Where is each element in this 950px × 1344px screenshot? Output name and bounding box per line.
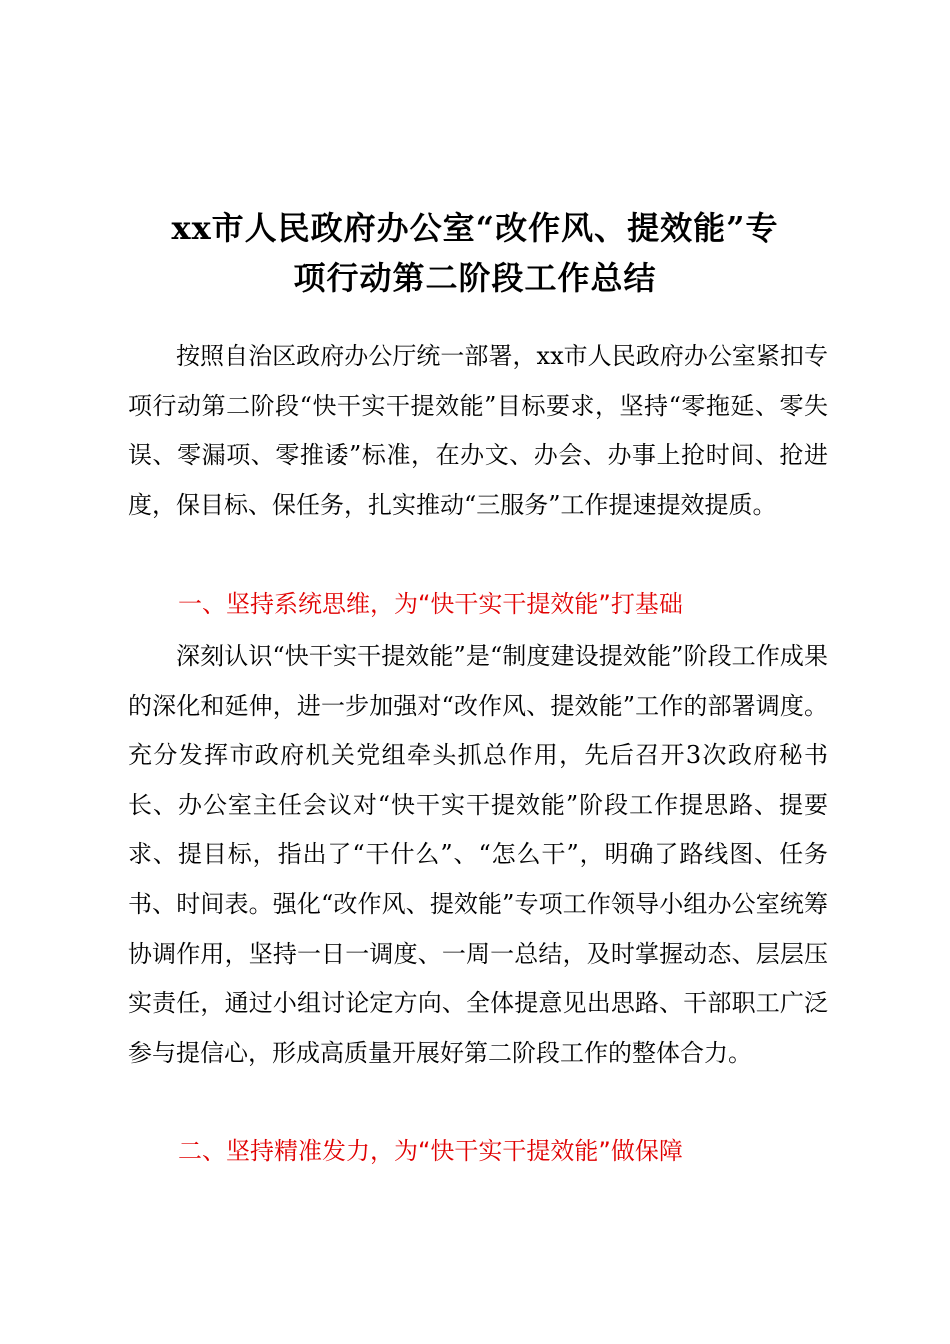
section-2-heading: 二、坚持精准发力，为“快干实干提效能”做保障 (178, 1137, 683, 1165)
document-title-line-2: 项行动第二阶段工作总结 (293, 259, 657, 297)
document-title-line-1: xx市人民政府办公室“改作风、提效能”专 (171, 209, 779, 247)
intro-paragraph: 按照自治区政府办公厅统一部署，xx市人民政府办公室紧扣专项行动第二阶段“快干实干提效能”目标要求，坚持“零拖延、零失误、零漏项、零推诿”标准，在办文、办会、办事上抢时间、抢进度，保目标、保任务，扎实推动“三服务”工作提速提效提质。 (128, 342, 828, 519)
section-1-paragraph: 深刻认识“快干实干提效能”是“制度建设提效能”阶段工作成果的深化和延伸，进一步加强对“改作风、提效能”工作的部署调度。充分发挥市政府机关党组牵头抓总作用，先后召开3次政府秘书长、办公室主任会议对“快干实干提效能”阶段工作提思路、提要求、提目标，指出了“干什么”、“怎么干”，明确了路线图、任务书、时间表。强化“改作风、提效能”专项工作领导小组办公室统筹协调作用，坚持一日一调度、一周一总结，及时掌握动态、层层压实责任，通过小组讨论定方向、全体提意见出思路、干部职工广泛参与提信心，形成高质量开展好第二阶段工作的整体合力。 (128, 642, 828, 1067)
section-1-heading: 一、坚持系统思维，为“快干实干提效能”打基础 (178, 590, 683, 618)
